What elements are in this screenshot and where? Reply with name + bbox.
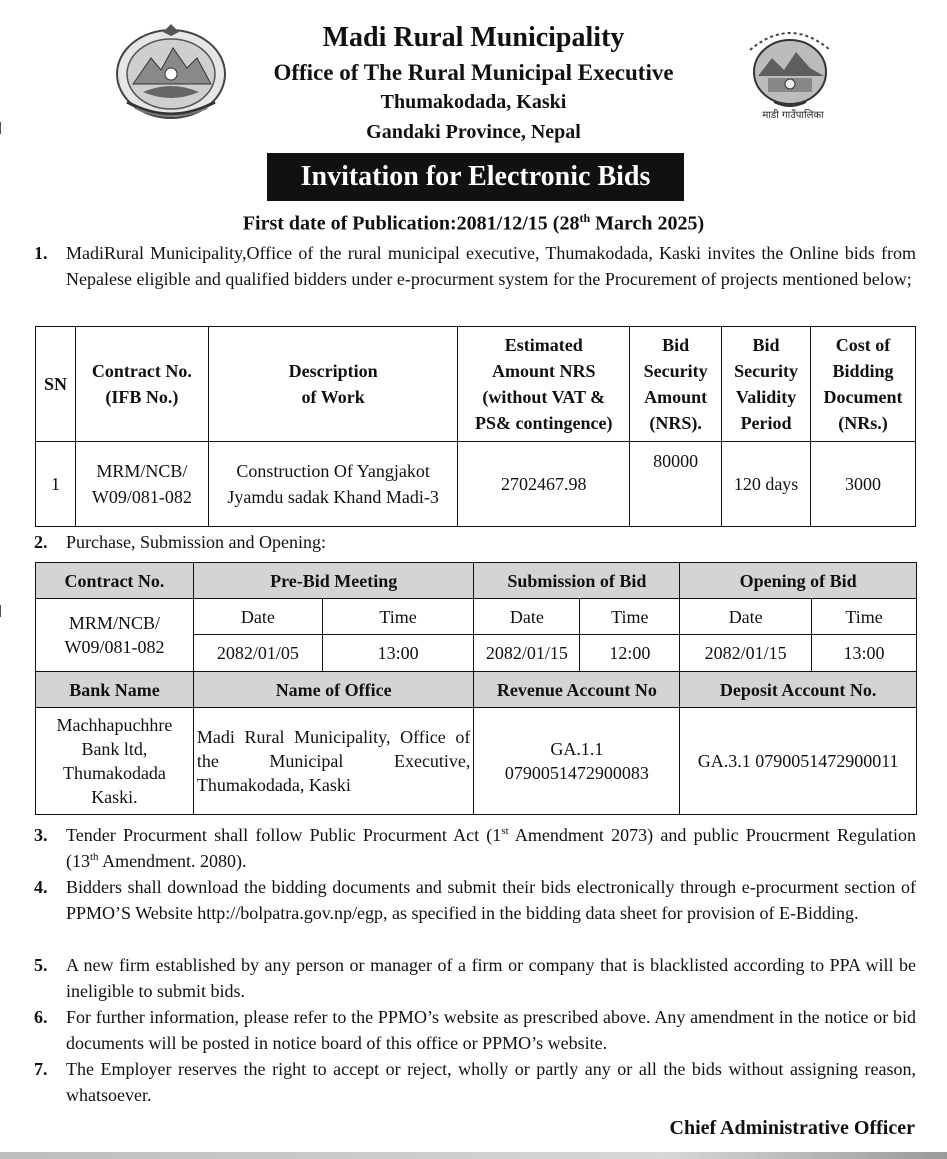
cell-validity: 120 days: [722, 442, 811, 527]
prebid-date-label: Date: [193, 599, 322, 635]
province: Gandaki Province, Nepal: [366, 121, 581, 143]
prebid-time-label: Time: [322, 599, 474, 635]
sub-date: 2082/01/15: [474, 635, 580, 672]
page-bottom-bar: [0, 1152, 947, 1159]
item-number: 3.: [34, 825, 48, 845]
item-number: 5.: [34, 955, 48, 975]
item-text: Tender Procurment shall follow Public Procurment Act (1st Amendment 2073) and public Proucrment Regulation (13th Amendment. 2080).: [66, 825, 916, 871]
table-row: [36, 599, 917, 635]
open-time-label: Time: [812, 599, 917, 635]
col-contract: Contract No. (IFB No.): [75, 327, 208, 442]
cell-security: 80000: [630, 442, 722, 527]
h-submission: Submission of Bid: [474, 563, 680, 599]
item-number: 7.: [34, 1059, 48, 1079]
logo-caption: माडी गाउँपालिका: [762, 110, 824, 121]
item-text: For further information, please refer to the PPMO’s website as prescribed above. Any amendment in the notice or bid documents will be posted in notice board of this office or PPMO’s website.: [66, 1007, 916, 1053]
item-text: Purchase, Submission and Opening:: [66, 532, 326, 552]
open-date-label: Date: [680, 599, 812, 635]
prebid-time: 13:00: [322, 635, 474, 672]
h-prebid: Pre-Bid Meeting: [193, 563, 474, 599]
notice-title: Invitation for Electronic Bids: [267, 153, 684, 201]
table-row: [36, 708, 917, 815]
office-name: Office of The Rural Municipal Executive: [273, 60, 674, 85]
signature: Chief Administrative Officer: [669, 1117, 915, 1139]
cell-revenue: GA.1.1 0790051472900083: [474, 708, 680, 815]
schedule-table: [35, 562, 917, 815]
item-number: 2.: [34, 532, 48, 552]
h-revenue: Revenue Account No: [474, 672, 680, 708]
notice-item-2: [34, 529, 916, 555]
cell-office: Madi Rural Municipality, Office of the Municipal Executive, Thumakodada, Kaski: [193, 708, 474, 815]
cell-deposit: GA.3.1 0790051472900011: [680, 708, 917, 815]
h-contract: Contract No.: [36, 563, 194, 599]
cell-description: Construction Of Yangjakot Jyamdu sadak Khand Madi-3: [208, 442, 458, 527]
sub-date-label: Date: [474, 599, 580, 635]
table-header-row: [36, 563, 917, 599]
notice-item-7: [34, 1056, 916, 1108]
item-number: 4.: [34, 877, 48, 897]
sub-time-label: Time: [580, 599, 680, 635]
col-document-cost: Cost of Bidding Document (NRs.): [811, 327, 916, 442]
col-description: Description of Work: [208, 327, 458, 442]
open-date: 2082/01/15: [680, 635, 812, 672]
table-row: [36, 442, 916, 527]
cell-sn: 1: [36, 442, 76, 527]
col-sn: SN: [36, 327, 76, 442]
office-address: Thumakodada, Kaski: [380, 91, 567, 113]
item-text: The Employer reserves the right to accept or reject, wholly or partly any or all the bids without assigning reason, whatsoever.: [66, 1059, 916, 1105]
notice-item-6: [34, 1004, 916, 1056]
cell-contract: MRM/NCB/ W09/081-082: [75, 442, 208, 527]
item-number: 1.: [34, 243, 48, 263]
cell-estimate: 2702467.98: [458, 442, 630, 527]
item-text: Bidders shall download the bidding documents and submit their bids electronically through e-procurment section of PPMO’S Website http://bolpatra.gov.np/egp, as specified in the bidding data sheet for provision of E-Bidding.: [66, 877, 916, 923]
item-text: A new firm established by any person or manager of a firm or company that is blacklisted according to PPA will be ineligible to submit bids.: [66, 955, 916, 1001]
h-bank: Bank Name: [36, 672, 194, 708]
item-text: MadiRural Municipality,Office of the rural municipal executive, Thumakodada, Kaski invites the Online bids from Nepalese eligible and qualified bidders under e-procurment system for the Procurement of projects mentioned below;: [66, 243, 916, 289]
h-deposit: Deposit Account No.: [680, 672, 917, 708]
h-office: Name of Office: [193, 672, 474, 708]
municipality-name: Madi Rural Municipality: [322, 22, 625, 53]
h-opening: Opening of Bid: [680, 563, 917, 599]
table-header-row: [36, 327, 916, 442]
col-security-validity: Bid Security Validity Period: [722, 327, 811, 442]
notice-item-5: [34, 952, 916, 1004]
page-edge-mark: [0, 605, 1, 617]
cell-bank: Machhapuchhre Bank ltd, Thumakodada Kaski.: [36, 708, 194, 815]
table-header-row: [36, 672, 917, 708]
notice-item-3: [34, 822, 916, 874]
cell-cost: 3000: [811, 442, 916, 527]
open-time: 13:00: [812, 635, 917, 672]
col-security-amount: Bid Security Amount (NRS).: [630, 327, 722, 442]
notice-item-1: [34, 240, 916, 292]
prebid-date: 2082/01/05: [193, 635, 322, 672]
sub-time: 12:00: [580, 635, 680, 672]
project-table: [35, 326, 916, 527]
notice-item-4: [34, 874, 916, 926]
col-estimate: Estimated Amount NRS (without VAT & PS& contingence): [458, 327, 630, 442]
cell-contract: MRM/NCB/ W09/081-082: [36, 599, 194, 672]
publication-date: First date of Publication:2081/12/15 (28th March 2025): [242, 211, 705, 235]
item-number: 6.: [34, 1007, 48, 1027]
